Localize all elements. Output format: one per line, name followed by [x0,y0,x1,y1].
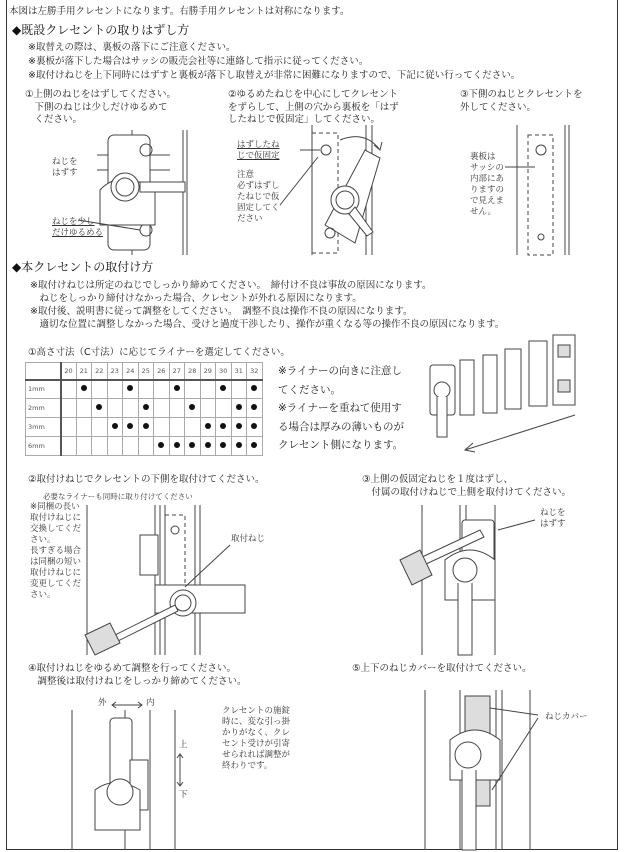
table-cell [61,399,77,418]
selection-dot [81,385,87,391]
label-remove-screw: ねじを はずす [52,157,78,178]
removal-step1-caption: ①上側のねじをはずしてください。 下側のねじは少しだけゆるめて ください。 [25,89,177,125]
label-up: 上 [179,740,188,750]
liner-stack-illustration [425,335,605,455]
install-step2-caption: ②取付けねじでクレセントの下側を取付けてください。 [28,474,265,485]
label-inside: 内 [146,698,155,708]
table-cell [216,380,232,399]
selection-dot [251,423,257,429]
label-loosen-screw: ねじを少し だけゆるめる [52,217,104,238]
table-cell [247,437,263,456]
selection-dot [220,423,226,429]
label-caution: 注意 必ずはずし たねじで仮 固定してく ださい [237,170,280,224]
table-row [26,437,263,456]
label-down: 下 [179,790,188,800]
table-cell [231,418,247,437]
table-cell [154,418,170,437]
side-note-line: てください。 [278,383,341,396]
table-cell [154,380,170,399]
selection-dot [220,442,226,448]
liner-side-note [278,362,404,455]
column-header: 23 [107,363,123,380]
table-cell [200,418,216,437]
column-header: 22 [92,363,108,380]
table-cell [107,437,123,456]
table-cell [154,437,170,456]
table-cell [247,380,263,399]
liner-selection-table [25,362,263,456]
column-header: 24 [123,363,139,380]
selection-dot [112,423,118,429]
selection-dot [127,423,133,429]
table-cell [92,380,108,399]
install-note: 適切な位置に調整しなかった場合、受けと過度干渉したり、操作が重くなる等の操作不良の原因になります。 [30,319,505,330]
column-header: 31 [231,363,247,380]
table-cell [138,437,154,456]
table-cell [123,399,139,418]
install-step2-sub: 必要なライナーも同時に取り付けてください [43,492,193,501]
selection-dot [189,442,195,448]
table-cell [138,380,154,399]
back-plate-illustration [505,125,595,255]
install-illustration-3 [400,505,560,655]
selection-dot [236,404,242,410]
table-cell [231,380,247,399]
table-cell [185,399,201,418]
selection-dot [189,404,195,410]
intro-text: 本図は左勝手用クレセントになります。右勝手用クレセントは対称になります。 [9,6,350,17]
row-header: 6mm [26,437,61,456]
selection-dot [236,423,242,429]
table-cell [216,418,232,437]
table-cell [247,418,263,437]
table-cell [231,437,247,456]
removal-note: ※裏板が落下した場合はサッシの販売会社等に連絡して指示に従ってください。 [28,56,369,67]
column-header: 25 [138,363,154,380]
table-cell [200,399,216,418]
table-cell [216,399,232,418]
table-cell [61,437,77,456]
row-header: 1mm [26,380,61,399]
side-note-line: クレセント側になります。 [278,439,404,451]
table-corner [26,363,61,380]
table-cell [169,437,185,456]
install-illustration-2 [85,505,285,655]
label-back-plate: 裏板は サッシの 内部にあ りますの で見えま せん。 [470,152,505,217]
selection-dot [205,442,211,448]
table-cell [231,399,247,418]
table-cell [154,399,170,418]
selection-dot [251,385,257,391]
crescent-removal-illustration-2 [300,125,420,255]
install-step5-caption: ⑤上下のねじカバーを取付けてください。 [352,663,532,674]
install-step2-note: ※同梱の長い 取付けねじに 交換してくだ さい。 長すぎる場合 は同梱の短い 取付けねじに 変更してくだ さい。 [30,502,82,600]
column-header: 29 [200,363,216,380]
column-header: 26 [154,363,170,380]
table-cell [107,380,123,399]
removal-note: ※取替えの際は、裏板の落下にご注意ください。 [28,42,236,53]
table-cell [185,380,201,399]
table-cell [247,399,263,418]
selection-dot [174,385,180,391]
column-header: 21 [76,363,92,380]
removal-heading: ◆既設クレセントの取りはずし方 [12,23,190,37]
row-header: 2mm [26,399,61,418]
install-step4-note: クレセントの施錠 時に、変な引っ掛 かりがなく、クレ セント受けが引寄 せられれば調整が 終わりです。 [222,706,291,771]
install-step1-caption: ①高さ寸法（C寸法）に応じてライナーを選定してください。 [28,347,290,358]
table-cell [169,380,185,399]
install-note: ねじをしっかり締付けなかった場合、クレセントが外れる原因になります。 [30,293,362,304]
column-header: 28 [185,363,201,380]
table-cell [76,380,92,399]
table-row [26,418,263,437]
table-cell [61,380,77,399]
selection-dot [127,385,133,391]
table-cell [92,399,108,418]
selection-dot [96,404,102,410]
table-cell [76,418,92,437]
table-cell [92,418,108,437]
label-screw-cover: ねじカバー [545,712,588,722]
column-header: 32 [247,363,263,380]
install-note: ※取付後、説明書に従って調整をしてください。 調整不良は操作不良の原因になります。 [30,306,413,317]
table-cell [107,418,123,437]
install-illustration-4 [70,700,190,850]
selection-dot [236,442,242,448]
install-heading: ◆本クレセントの取付け方 [12,260,154,274]
column-header: 30 [216,363,232,380]
table-cell [200,380,216,399]
table-cell [216,437,232,456]
label-remove-screw-2: ねじを はずす [540,508,566,529]
table-cell [185,437,201,456]
table-cell [107,399,123,418]
row-header: 3mm [26,418,61,437]
column-header: 27 [169,363,185,380]
table-cell [92,437,108,456]
selection-dot [220,385,226,391]
selection-dot [143,404,149,410]
selection-dot [205,423,211,429]
table-row [26,399,263,418]
table-cell [123,437,139,456]
table-cell [123,418,139,437]
table-cell [76,399,92,418]
selection-dot [143,423,149,429]
table-row [26,380,263,399]
install-step3-caption: ③上側の仮固定ねじを１度はずし、 付属の取付けねじで上側を取付けてください。 [362,474,572,498]
selection-dot [251,442,257,448]
table-cell [123,380,139,399]
table-cell [138,418,154,437]
table-cell [200,437,216,456]
install-step4-caption: ④取付けねじをゆるめて調整を行ってください。 調整後は取付けねじをしっかり締めてください。 [28,663,247,687]
table-cell [169,418,185,437]
table-cell [138,399,154,418]
table-cell [169,399,185,418]
selection-dot [158,442,164,448]
selection-dot [174,442,180,448]
side-note-line: る場合は厚みの薄いものが [278,420,404,433]
install-note: ※取付けねじは所定のねじでしっかり締めてください。 締付け不良は事故の原因になります。 [30,280,432,291]
label-outside: 外 [98,698,107,708]
install-illustration-5 [420,690,550,850]
table-cell [76,437,92,456]
side-note-line: ※ライナーの向きに注意し [278,365,402,377]
label-temp-fix: はずしたね じで仮固定 [237,140,280,161]
removal-step2-caption: ②ゆるめたねじを中心にしてクレセント をずらして、上側の穴から裏板を「はず したねじで仮固定」してください。 [228,89,399,125]
removal-step3-caption: ③下側のねじとクレセントを 外してください。 [460,89,583,113]
table-cell [61,418,77,437]
column-header: 20 [61,363,77,380]
removal-note: ※取付けねじを上下同時にはずすと裏板が落下し取替えが非常に困難になりますので、下記に従い行ってください。 [28,70,521,81]
label-mounting-screw: 取付ねじ [231,534,266,544]
side-note-line: ※ライナーを重ねて使用す [278,402,402,414]
selection-dot [251,404,257,410]
table-cell [185,418,201,437]
